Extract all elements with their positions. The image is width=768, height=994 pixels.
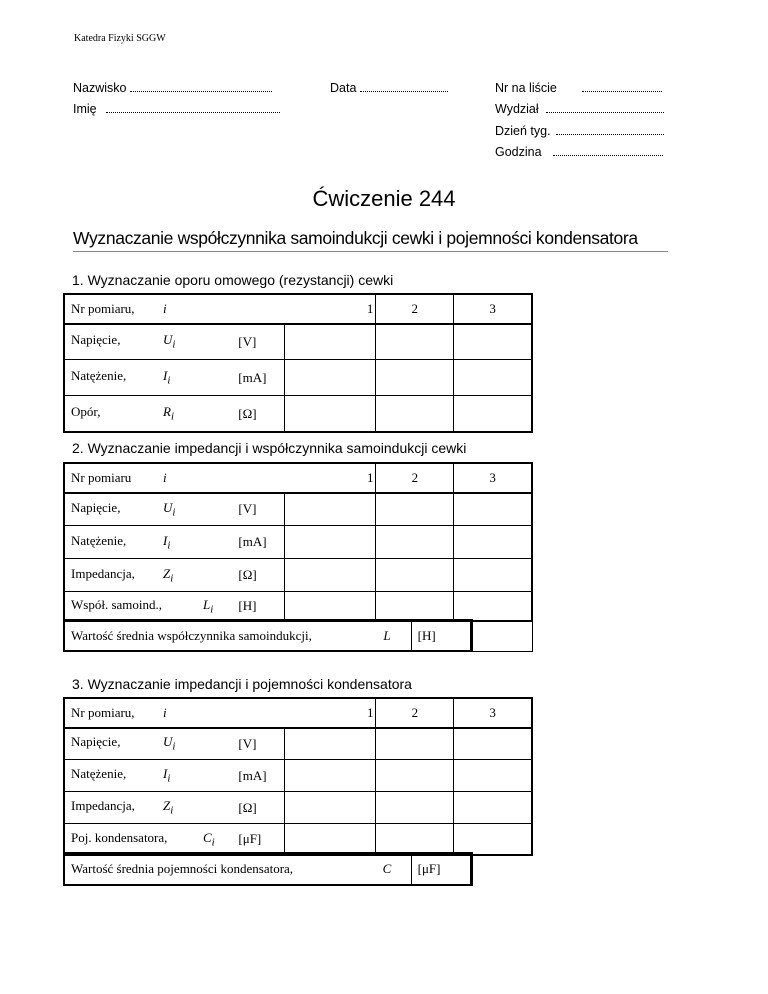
row-unit: [V] — [232, 324, 284, 360]
average-label: Wartość średnia współczynnika samoindukcji, — [65, 621, 364, 651]
section1-table — [64, 294, 532, 432]
cell-input[interactable] — [454, 592, 532, 621]
cell-input[interactable] — [454, 493, 532, 526]
row-unit: [V] — [232, 728, 284, 760]
table-header-row — [65, 295, 532, 324]
nr-na-liscie-input[interactable] — [582, 81, 662, 92]
row-label: Natężenie, $I_i$ — [65, 526, 233, 559]
average-input[interactable] — [470, 620, 533, 652]
header-label-cell: Nr pomiaru, i — [65, 295, 285, 324]
cell-input[interactable] — [454, 792, 532, 824]
col-header-2: 2 — [376, 295, 454, 324]
table-row — [65, 792, 532, 824]
page-title: Ćwiczenie 244 — [312, 186, 456, 211]
average-symbol: L — [363, 621, 411, 651]
cell-input[interactable] — [376, 792, 454, 824]
nazwisko-input[interactable] — [130, 81, 272, 92]
row-label: Napięcie, $U_i$ — [65, 324, 233, 360]
average-row — [65, 854, 472, 885]
cell-input[interactable] — [284, 760, 376, 792]
section2-average-table — [64, 620, 472, 651]
header-note: Katedra Fizyki SGGW — [74, 33, 166, 44]
row-unit: [Ω] — [232, 396, 284, 432]
data-label: Data — [330, 81, 357, 95]
table-header-row — [65, 464, 532, 493]
col-header-3: 3 — [454, 295, 532, 324]
row-label: Natężenie, $I_i$ — [65, 360, 233, 396]
row-unit: [Ω] — [232, 792, 284, 824]
cell-input[interactable] — [376, 493, 454, 526]
data-input[interactable] — [360, 81, 448, 92]
table-row — [65, 559, 532, 592]
row-unit: [μF] — [232, 824, 284, 855]
imie-input[interactable] — [106, 102, 280, 113]
cell-input[interactable] — [454, 396, 532, 432]
cell-input[interactable] — [376, 559, 454, 592]
row-label: Napięcie, $U_i$ — [65, 493, 233, 526]
nr-na-liscie-label: Nr na liście — [495, 81, 557, 95]
cell-input[interactable] — [376, 824, 454, 855]
row-label: Opór, $R_i$ — [65, 396, 233, 432]
cell-input[interactable] — [454, 360, 532, 396]
cell-input[interactable] — [284, 592, 376, 621]
cell-input[interactable] — [376, 760, 454, 792]
average-unit: [μF] — [411, 854, 471, 885]
cell-input[interactable] — [284, 396, 376, 432]
header-label-cell: Nr pomiaru, i — [65, 699, 285, 728]
table-header-row — [65, 699, 532, 728]
table-row — [65, 396, 532, 432]
row-unit: [H] — [232, 592, 284, 621]
cell-input[interactable] — [284, 493, 376, 526]
cell-input[interactable] — [284, 728, 376, 760]
col-header-3: 3 — [454, 464, 532, 493]
row-unit: [Ω] — [232, 559, 284, 592]
page-subtitle: Wyznaczanie współczynnika samoindukcji cewki i pojemności kondensatora — [73, 228, 668, 252]
row-unit: [mA] — [232, 360, 284, 396]
cell-input[interactable] — [284, 792, 376, 824]
nazwisko-label: Nazwisko — [73, 81, 127, 95]
col-header-3: 3 — [454, 699, 532, 728]
godzina-input[interactable] — [553, 145, 663, 156]
dzien-tyg-field[interactable] — [495, 124, 664, 138]
dzien-tyg-label: Dzień tyg. — [495, 124, 551, 138]
cell-input[interactable] — [284, 526, 376, 559]
section2-heading: 2. Wyznaczanie impedancji i współczynnika samoindukcji cewki — [72, 440, 467, 456]
col-header-1: 1 — [284, 295, 376, 324]
imie-label: Imię — [73, 102, 97, 116]
section2-table — [64, 463, 532, 621]
nr-na-liscie-field[interactable] — [495, 81, 662, 95]
row-unit: [mA] — [232, 760, 284, 792]
average-symbol: C — [363, 854, 411, 885]
table-row — [65, 526, 532, 559]
cell-input[interactable] — [284, 824, 376, 855]
row-label: Impedancja, $Z_i$ — [65, 559, 233, 592]
section3-average-table — [64, 853, 472, 885]
wydzial-field[interactable] — [495, 102, 664, 116]
cell-input[interactable] — [376, 324, 454, 360]
data-field[interactable] — [330, 81, 448, 95]
table-row — [65, 324, 532, 360]
col-header-2: 2 — [376, 699, 454, 728]
section3-heading: 3. Wyznaczanie impedancji i pojemności kondensatora — [72, 676, 412, 692]
imie-field[interactable] — [73, 102, 280, 116]
section3-table — [64, 698, 532, 855]
col-header-1: 1 — [284, 464, 376, 493]
wydzial-label: Wydział — [495, 102, 539, 116]
table-row — [65, 493, 532, 526]
row-label: Poj. kondensatora, $C_i$ — [65, 824, 233, 855]
cell-input[interactable] — [376, 396, 454, 432]
cell-input[interactable] — [284, 324, 376, 360]
average-row — [65, 621, 472, 651]
row-unit: [mA] — [232, 526, 284, 559]
cell-input[interactable] — [454, 526, 532, 559]
cell-input[interactable] — [376, 592, 454, 621]
table-row — [65, 728, 532, 760]
dzien-tyg-input[interactable] — [556, 124, 664, 135]
row-label: Impedancja, $Z_i$ — [65, 792, 233, 824]
row-label: Natężenie, $I_i$ — [65, 760, 233, 792]
cell-input[interactable] — [284, 360, 376, 396]
table-row — [65, 592, 532, 621]
wydzial-input[interactable] — [546, 102, 664, 113]
godzina-label: Godzina — [495, 145, 542, 159]
cell-input[interactable] — [454, 728, 532, 760]
row-unit: [V] — [232, 493, 284, 526]
cell-input[interactable] — [454, 559, 532, 592]
cell-input[interactable] — [376, 526, 454, 559]
col-header-1: 1 — [284, 699, 376, 728]
section1-heading: 1. Wyznaczanie oporu omowego (rezystancji) cewki — [72, 272, 394, 288]
cell-input[interactable] — [376, 360, 454, 396]
godzina-field[interactable] — [495, 145, 663, 159]
cell-input[interactable] — [284, 559, 376, 592]
row-label: Napięcie, $U_i$ — [65, 728, 233, 760]
table-row — [65, 760, 532, 792]
table-row — [65, 824, 532, 855]
average-unit: [H] — [411, 621, 471, 651]
cell-input[interactable] — [376, 728, 454, 760]
col-header-2: 2 — [376, 464, 454, 493]
cell-input[interactable] — [454, 760, 532, 792]
nazwisko-field[interactable] — [73, 81, 272, 95]
cell-input[interactable] — [454, 824, 532, 855]
table-row — [65, 360, 532, 396]
header-label-cell: Nr pomiaru i — [65, 464, 285, 493]
row-label: Współ. samoind., $L_i$ — [65, 592, 233, 621]
average-label: Wartość średnia pojemności kondensatora, — [65, 854, 364, 885]
cell-input[interactable] — [454, 324, 532, 360]
